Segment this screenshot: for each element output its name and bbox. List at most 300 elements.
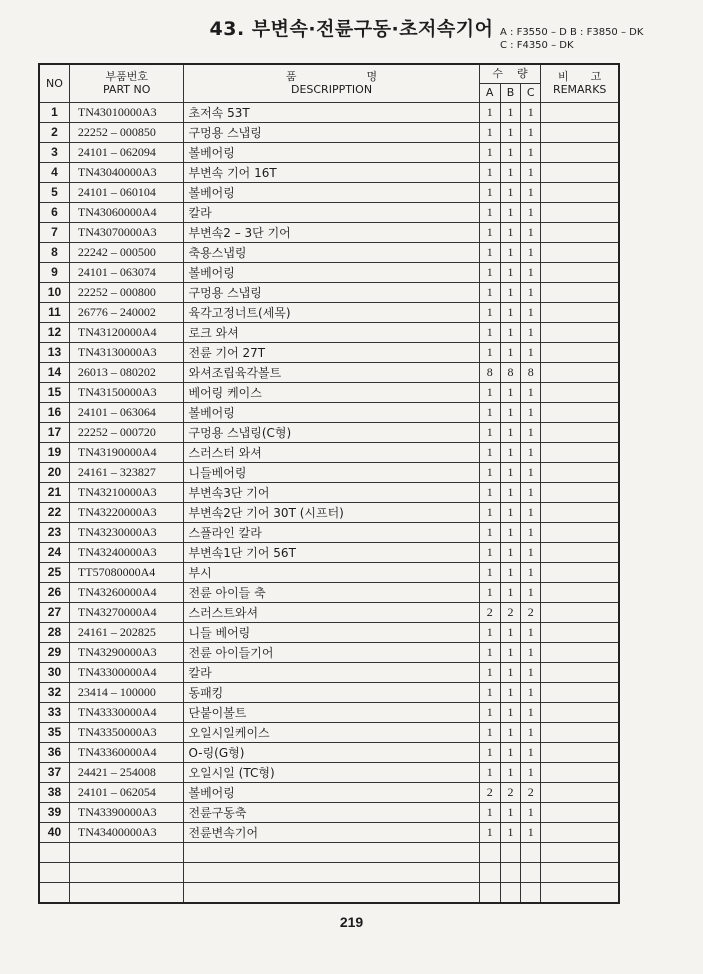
row-remarks xyxy=(541,182,619,202)
row-no: 7 xyxy=(39,222,69,242)
model-legend-line-1: A : F3550 – D B : F3850 – DK xyxy=(500,27,644,38)
header-description-kr-2: 명 xyxy=(366,70,378,84)
table-row xyxy=(39,542,619,562)
table-row xyxy=(39,502,619,522)
row-remarks xyxy=(541,762,619,782)
row-remarks xyxy=(541,802,619,822)
row-part-no: 24101 – 063074 xyxy=(69,262,184,282)
row-qty-b: 1 xyxy=(500,302,520,322)
row-no: 23 xyxy=(39,522,69,542)
row-remarks xyxy=(541,522,619,542)
row-qty-b: 1 xyxy=(500,542,520,562)
row-part-no: TN43330000A4 xyxy=(69,702,184,722)
row-remarks xyxy=(541,622,619,642)
table-row xyxy=(39,462,619,482)
row-description: 부변속2단 기어 30T (시프터) xyxy=(184,502,479,522)
row-remarks xyxy=(541,162,619,182)
row-qty-b: 1 xyxy=(500,662,520,682)
row-no: 8 xyxy=(39,242,69,262)
row-description: 전륜 아이들기어 xyxy=(184,642,479,662)
row-remarks xyxy=(541,202,619,222)
row-description: 초저속 53T xyxy=(184,102,479,122)
row-qty-b: 1 xyxy=(500,202,520,222)
row-remarks xyxy=(541,242,619,262)
empty-cell xyxy=(69,842,184,862)
table-row xyxy=(39,762,619,782)
row-qty-c: 1 xyxy=(521,442,541,462)
row-part-no: 24101 – 062094 xyxy=(69,142,184,162)
empty-cell xyxy=(500,842,520,862)
row-qty-b: 1 xyxy=(500,682,520,702)
empty-row xyxy=(39,862,619,882)
row-part-no: TN43070000A3 xyxy=(69,222,184,242)
header-col-a: A xyxy=(479,83,500,102)
row-part-no: TN43220000A3 xyxy=(69,502,184,522)
table-row xyxy=(39,682,619,702)
row-no: 9 xyxy=(39,262,69,282)
row-qty-b: 1 xyxy=(500,482,520,502)
row-part-no: TN43010000A3 xyxy=(69,102,184,122)
row-remarks xyxy=(541,482,619,502)
row-qty-c: 1 xyxy=(521,122,541,142)
header-part-no-en: PART NO xyxy=(102,83,151,97)
row-qty-a: 1 xyxy=(479,662,500,682)
empty-cell xyxy=(541,882,619,903)
row-part-no: 24161 – 202825 xyxy=(69,622,184,642)
row-no: 28 xyxy=(39,622,69,642)
row-qty-c: 1 xyxy=(521,762,541,782)
header-quantity-kr-2: 량 xyxy=(516,67,528,81)
table-row xyxy=(39,422,619,442)
row-qty-c: 1 xyxy=(521,542,541,562)
table-row xyxy=(39,362,619,382)
row-no: 21 xyxy=(39,482,69,502)
row-remarks xyxy=(541,122,619,142)
row-no: 15 xyxy=(39,382,69,402)
table-row xyxy=(39,262,619,282)
row-qty-b: 1 xyxy=(500,582,520,602)
row-qty-c: 8 xyxy=(521,362,541,382)
row-part-no: 23414 – 100000 xyxy=(69,682,184,702)
row-remarks xyxy=(541,142,619,162)
row-part-no: TN43150000A3 xyxy=(69,382,184,402)
table-row xyxy=(39,222,619,242)
empty-cell xyxy=(39,882,69,903)
row-qty-a: 1 xyxy=(479,402,500,422)
row-remarks xyxy=(541,582,619,602)
empty-cell xyxy=(69,862,184,882)
row-part-no: 22252 – 000850 xyxy=(69,122,184,142)
row-qty-b: 1 xyxy=(500,282,520,302)
row-qty-b: 8 xyxy=(500,362,520,382)
row-qty-a: 1 xyxy=(479,142,500,162)
row-no: 40 xyxy=(39,822,69,842)
row-qty-c: 1 xyxy=(521,682,541,702)
row-part-no: TN43260000A4 xyxy=(69,582,184,602)
header-description-en: DESCRIPPTION xyxy=(290,83,373,97)
empty-cell xyxy=(500,862,520,882)
row-part-no: TN43130000A3 xyxy=(69,342,184,362)
row-description: 오일시일케이스 xyxy=(184,722,479,742)
empty-cell xyxy=(479,862,500,882)
row-remarks xyxy=(541,722,619,742)
row-remarks xyxy=(541,362,619,382)
row-qty-b: 1 xyxy=(500,522,520,542)
row-description: 부변속1단 기어 56T xyxy=(184,542,479,562)
row-qty-b: 1 xyxy=(500,262,520,282)
row-qty-c: 1 xyxy=(521,342,541,362)
row-qty-a: 1 xyxy=(479,422,500,442)
row-description: 단붙이볼트 xyxy=(184,702,479,722)
row-qty-a: 1 xyxy=(479,762,500,782)
row-description: 니들 베어링 xyxy=(184,622,479,642)
row-no: 36 xyxy=(39,742,69,762)
row-qty-c: 1 xyxy=(521,502,541,522)
row-qty-b: 1 xyxy=(500,622,520,642)
row-part-no: 22252 – 000720 xyxy=(69,422,184,442)
row-qty-a: 1 xyxy=(479,242,500,262)
row-no: 5 xyxy=(39,182,69,202)
row-qty-a: 1 xyxy=(479,262,500,282)
row-qty-a: 1 xyxy=(479,682,500,702)
table-row xyxy=(39,122,619,142)
row-description: 부시 xyxy=(184,562,479,582)
empty-row xyxy=(39,842,619,862)
row-no: 38 xyxy=(39,782,69,802)
row-qty-c: 1 xyxy=(521,722,541,742)
row-qty-b: 1 xyxy=(500,402,520,422)
row-description: 베어링 케이스 xyxy=(184,382,479,402)
table-row xyxy=(39,182,619,202)
table-header xyxy=(39,64,619,102)
row-qty-a: 1 xyxy=(479,462,500,482)
table-row xyxy=(39,822,619,842)
row-part-no: 24421 – 254008 xyxy=(69,762,184,782)
table-row xyxy=(39,622,619,642)
row-no: 26 xyxy=(39,582,69,602)
row-description: 전륜 아이들 축 xyxy=(184,582,479,602)
table-row xyxy=(39,202,619,222)
row-description: 부변속 기어 16T xyxy=(184,162,479,182)
row-qty-c: 1 xyxy=(521,382,541,402)
row-part-no: 24101 – 062054 xyxy=(69,782,184,802)
row-qty-c: 1 xyxy=(521,202,541,222)
row-part-no: 26013 – 080202 xyxy=(69,362,184,382)
row-part-no: TN43190000A4 xyxy=(69,442,184,462)
row-qty-c: 1 xyxy=(521,422,541,442)
empty-cell xyxy=(39,842,69,862)
table-row xyxy=(39,102,619,122)
row-qty-b: 1 xyxy=(500,802,520,822)
table-body xyxy=(39,102,619,903)
row-description: 볼베어링 xyxy=(184,262,479,282)
header-no: NO xyxy=(39,64,69,102)
row-no: 2 xyxy=(39,122,69,142)
parts-table xyxy=(38,63,620,904)
row-qty-c: 2 xyxy=(521,602,541,622)
empty-cell xyxy=(69,882,184,903)
row-qty-b: 1 xyxy=(500,142,520,162)
row-qty-c: 1 xyxy=(521,662,541,682)
row-remarks xyxy=(541,562,619,582)
row-qty-b: 1 xyxy=(500,562,520,582)
row-remarks xyxy=(541,322,619,342)
row-no: 14 xyxy=(39,362,69,382)
row-no: 17 xyxy=(39,422,69,442)
table-row xyxy=(39,802,619,822)
row-qty-a: 1 xyxy=(479,222,500,242)
row-qty-c: 1 xyxy=(521,262,541,282)
row-description: 전륜구동축 xyxy=(184,802,479,822)
row-part-no: 22242 – 000500 xyxy=(69,242,184,262)
row-qty-c: 1 xyxy=(521,222,541,242)
row-description: 구멍용 스냅링 xyxy=(184,282,479,302)
table-row xyxy=(39,282,619,302)
row-part-no: TN43300000A4 xyxy=(69,662,184,682)
row-qty-c: 1 xyxy=(521,182,541,202)
row-qty-a: 1 xyxy=(479,822,500,842)
row-remarks xyxy=(541,662,619,682)
row-remarks xyxy=(541,602,619,622)
row-description: 니들베어링 xyxy=(184,462,479,482)
row-no: 22 xyxy=(39,502,69,522)
table-row xyxy=(39,522,619,542)
empty-cell xyxy=(479,842,500,862)
row-remarks xyxy=(541,102,619,122)
table-row xyxy=(39,322,619,342)
row-qty-a: 8 xyxy=(479,362,500,382)
table-row xyxy=(39,442,619,462)
row-description: 부변속3단 기어 xyxy=(184,482,479,502)
row-no: 4 xyxy=(39,162,69,182)
row-qty-c: 1 xyxy=(521,702,541,722)
row-remarks xyxy=(541,282,619,302)
row-qty-a: 1 xyxy=(479,202,500,222)
row-remarks xyxy=(541,402,619,422)
row-qty-b: 1 xyxy=(500,702,520,722)
table-row xyxy=(39,382,619,402)
row-remarks xyxy=(541,682,619,702)
row-remarks xyxy=(541,742,619,762)
row-qty-a: 1 xyxy=(479,442,500,462)
header-quantity xyxy=(479,64,541,83)
row-remarks xyxy=(541,442,619,462)
row-no: 20 xyxy=(39,462,69,482)
row-no: 10 xyxy=(39,282,69,302)
row-qty-b: 1 xyxy=(500,162,520,182)
row-qty-c: 1 xyxy=(521,462,541,482)
row-qty-c: 1 xyxy=(521,822,541,842)
header-description-kr xyxy=(184,70,478,83)
row-description: 전륜 기어 27T xyxy=(184,342,479,362)
row-part-no: 24101 – 063064 xyxy=(69,402,184,422)
row-qty-a: 1 xyxy=(479,722,500,742)
row-part-no: TN43060000A4 xyxy=(69,202,184,222)
row-description: 칼라 xyxy=(184,662,479,682)
row-qty-c: 1 xyxy=(521,802,541,822)
table-row xyxy=(39,742,619,762)
header-remarks xyxy=(541,64,619,102)
row-qty-a: 1 xyxy=(479,302,500,322)
row-qty-a: 1 xyxy=(479,282,500,302)
row-qty-a: 1 xyxy=(479,182,500,202)
table-row xyxy=(39,482,619,502)
empty-cell xyxy=(500,882,520,903)
row-description: 로크 와셔 xyxy=(184,322,479,342)
row-qty-c: 1 xyxy=(521,142,541,162)
row-remarks xyxy=(541,342,619,362)
row-part-no: TN43210000A3 xyxy=(69,482,184,502)
row-part-no: TT57080000A4 xyxy=(69,562,184,582)
page-title: 43. 부변속·전륜구동·초저속기어 xyxy=(209,18,494,40)
row-qty-a: 1 xyxy=(479,562,500,582)
row-description: 오일시일 (TC형) xyxy=(184,762,479,782)
row-no: 12 xyxy=(39,322,69,342)
row-qty-c: 1 xyxy=(521,322,541,342)
row-no: 39 xyxy=(39,802,69,822)
row-no: 29 xyxy=(39,642,69,662)
header-description xyxy=(184,64,479,102)
header-remarks-kr-2: 고 xyxy=(590,70,602,84)
row-qty-b: 1 xyxy=(500,722,520,742)
row-qty-c: 1 xyxy=(521,582,541,602)
row-qty-a: 1 xyxy=(479,582,500,602)
row-part-no: TN43120000A4 xyxy=(69,322,184,342)
row-no: 3 xyxy=(39,142,69,162)
row-remarks xyxy=(541,702,619,722)
row-description: 육각고정너트(세목) xyxy=(184,302,479,322)
row-no: 32 xyxy=(39,682,69,702)
row-part-no: TN43270000A4 xyxy=(69,602,184,622)
row-qty-c: 1 xyxy=(521,742,541,762)
row-qty-b: 2 xyxy=(500,782,520,802)
row-qty-c: 1 xyxy=(521,162,541,182)
row-qty-a: 1 xyxy=(479,502,500,522)
row-part-no: TN43230000A3 xyxy=(69,522,184,542)
row-no: 13 xyxy=(39,342,69,362)
row-description: 스플라인 칼라 xyxy=(184,522,479,542)
row-qty-b: 1 xyxy=(500,502,520,522)
row-part-no: TN43360000A4 xyxy=(69,742,184,762)
header-remarks-en: REMARKS xyxy=(552,83,607,97)
row-description: 스러스터 와셔 xyxy=(184,442,479,462)
row-description: 볼베어링 xyxy=(184,782,479,802)
header-part-no xyxy=(69,64,184,102)
row-remarks xyxy=(541,302,619,322)
row-no: 1 xyxy=(39,102,69,122)
row-qty-b: 1 xyxy=(500,122,520,142)
row-part-no: TN43350000A3 xyxy=(69,722,184,742)
row-remarks xyxy=(541,262,619,282)
row-remarks xyxy=(541,222,619,242)
header-col-b: B xyxy=(500,83,520,102)
row-no: 27 xyxy=(39,602,69,622)
table-row xyxy=(39,562,619,582)
empty-cell xyxy=(521,882,541,903)
row-qty-b: 1 xyxy=(500,342,520,362)
row-remarks xyxy=(541,382,619,402)
row-qty-a: 2 xyxy=(479,782,500,802)
row-description: O-링(G형) xyxy=(184,742,479,762)
table-row xyxy=(39,782,619,802)
header-part-no-kr: 부품번호 xyxy=(105,70,148,84)
page-number: 219 xyxy=(339,914,364,930)
row-description: 와셔조립육각볼트 xyxy=(184,362,479,382)
row-part-no: TN43400000A3 xyxy=(69,822,184,842)
row-qty-b: 1 xyxy=(500,742,520,762)
row-remarks xyxy=(541,782,619,802)
row-qty-a: 1 xyxy=(479,342,500,362)
row-part-no: TN43240000A3 xyxy=(69,542,184,562)
row-no: 11 xyxy=(39,302,69,322)
row-qty-c: 2 xyxy=(521,782,541,802)
row-qty-a: 2 xyxy=(479,602,500,622)
row-description: 구멍용 스냅링(C형) xyxy=(184,422,479,442)
header-remarks-kr xyxy=(541,70,618,83)
table-row xyxy=(39,242,619,262)
row-part-no: 26776 – 240002 xyxy=(69,302,184,322)
row-no: 6 xyxy=(39,202,69,222)
row-qty-b: 2 xyxy=(500,602,520,622)
row-qty-a: 1 xyxy=(479,102,500,122)
row-description: 전륜변속기어 xyxy=(184,822,479,842)
row-qty-c: 1 xyxy=(521,102,541,122)
row-qty-a: 1 xyxy=(479,542,500,562)
row-part-no: TN43390000A3 xyxy=(69,802,184,822)
row-qty-c: 1 xyxy=(521,522,541,542)
row-no: 33 xyxy=(39,702,69,722)
row-qty-a: 1 xyxy=(479,522,500,542)
empty-row xyxy=(39,882,619,903)
row-qty-b: 1 xyxy=(500,182,520,202)
empty-cell xyxy=(184,842,479,862)
row-qty-c: 1 xyxy=(521,642,541,662)
row-part-no: TN43290000A3 xyxy=(69,642,184,662)
empty-cell xyxy=(521,842,541,862)
row-qty-c: 1 xyxy=(521,562,541,582)
row-qty-b: 1 xyxy=(500,822,520,842)
row-description: 칼라 xyxy=(184,202,479,222)
row-part-no: TN43040000A3 xyxy=(69,162,184,182)
row-description: 볼베어링 xyxy=(184,402,479,422)
table-row xyxy=(39,702,619,722)
row-qty-c: 1 xyxy=(521,242,541,262)
row-qty-a: 1 xyxy=(479,482,500,502)
row-no: 37 xyxy=(39,762,69,782)
row-qty-b: 1 xyxy=(500,462,520,482)
row-description: 스러스트와셔 xyxy=(184,602,479,622)
row-qty-b: 1 xyxy=(500,242,520,262)
row-remarks xyxy=(541,822,619,842)
row-qty-b: 1 xyxy=(500,322,520,342)
row-description: 축용스냅링 xyxy=(184,242,479,262)
row-qty-c: 1 xyxy=(521,302,541,322)
row-part-no: 24161 – 323827 xyxy=(69,462,184,482)
table-row xyxy=(39,662,619,682)
table-row xyxy=(39,642,619,662)
table-row xyxy=(39,722,619,742)
row-qty-b: 1 xyxy=(500,762,520,782)
header-description-kr-1: 품 xyxy=(285,70,297,84)
row-no: 25 xyxy=(39,562,69,582)
row-qty-b: 1 xyxy=(500,422,520,442)
row-remarks xyxy=(541,422,619,442)
row-qty-c: 1 xyxy=(521,622,541,642)
row-qty-a: 1 xyxy=(479,382,500,402)
row-no: 30 xyxy=(39,662,69,682)
row-qty-a: 1 xyxy=(479,742,500,762)
table-row xyxy=(39,162,619,182)
